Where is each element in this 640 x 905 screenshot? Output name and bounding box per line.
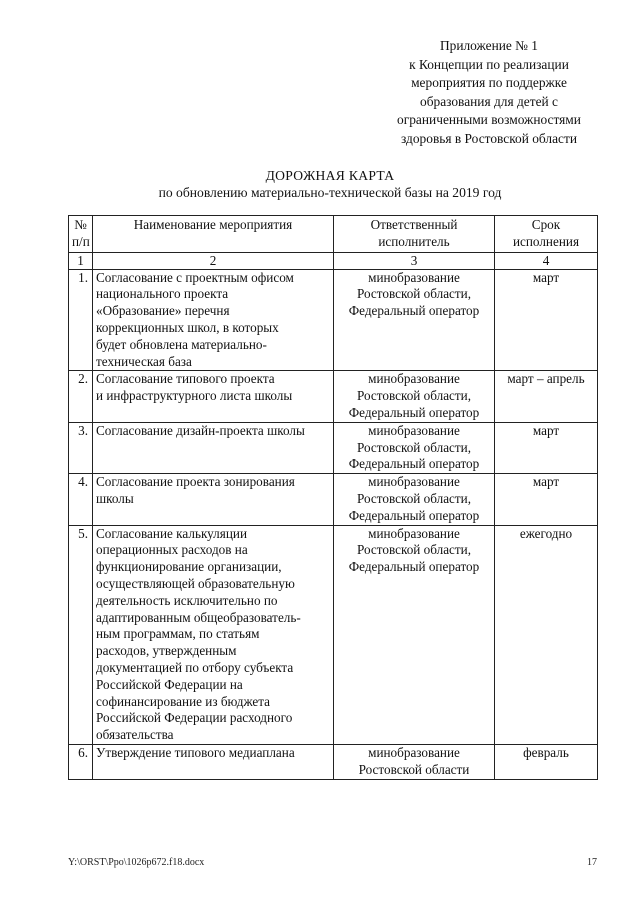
activity-name-line: адаптированным общеобразователь-	[96, 609, 301, 625]
roadmap-table-body	[69, 269, 598, 779]
activity-name-line: функционирование организации,	[96, 559, 282, 575]
activity-name	[93, 525, 334, 744]
appendix-line: ограниченными возможностями	[397, 112, 581, 128]
header-num: № п/п	[69, 216, 93, 253]
activity-name-line: ным программам, по статьям	[96, 626, 260, 642]
activity-name-line: Согласование типового проекта	[96, 371, 275, 387]
appendix-line: Приложение № 1	[439, 38, 539, 53]
responsible-party	[334, 371, 495, 422]
deadline: март	[495, 422, 598, 473]
activity-name-line: Согласование с проектным офисом	[96, 269, 294, 285]
activity-name	[93, 474, 334, 525]
activity-name-line: Российской Федерации расходного	[96, 710, 293, 726]
activity-name-line: операционных расходов на	[96, 542, 248, 558]
activity-name	[93, 269, 334, 371]
activity-name-line: коррекционных школ, в которых	[96, 319, 279, 335]
table-row	[69, 474, 598, 525]
activity-name-line: национального проекта	[96, 286, 229, 302]
responsible-party	[334, 422, 495, 473]
responsible-party	[334, 744, 495, 779]
roadmap-table	[68, 215, 598, 780]
table-row	[69, 269, 598, 371]
responsible-party-line: минобразование	[368, 474, 460, 490]
responsible-party	[334, 474, 495, 525]
responsible-party-line: минобразование	[368, 525, 460, 541]
activity-name-line: софинансирование из бюджета	[96, 693, 271, 709]
column-number: 4	[495, 252, 598, 269]
responsible-party-line: Ростовской области,	[356, 490, 472, 506]
activity-name-line: осуществляющей образовательную	[96, 575, 295, 591]
title-main: ДОРОЖНАЯ КАРТА	[265, 168, 395, 183]
activity-name	[93, 744, 334, 779]
appendix-line: здоровья в Ростовской области	[401, 130, 577, 146]
activity-name-line: Согласование проекта зонирования	[96, 474, 295, 490]
table-row	[69, 422, 598, 473]
responsible-party-line: минобразование	[368, 422, 460, 438]
table-row	[69, 525, 598, 744]
activity-name-line: расходов, утвержденным	[96, 643, 237, 659]
row-number: 1.	[69, 269, 93, 371]
appendix-line: образования для детей с	[420, 93, 558, 109]
activity-name-line: Согласование дизайн-проекта школы	[96, 422, 305, 438]
column-number: 2	[93, 252, 334, 269]
title-subtitle: по обновлению материально-технической базы на 2019 год	[158, 185, 502, 200]
activity-name-line: Российской Федерации на	[96, 676, 243, 692]
deadline: март	[495, 474, 598, 525]
table-row	[69, 371, 598, 422]
activity-name	[93, 422, 334, 473]
activity-name-line: деятельность исключительно по	[96, 592, 278, 608]
responsible-party-line: Ростовской области,	[356, 542, 472, 558]
column-numbers-row	[69, 252, 598, 269]
appendix-note	[368, 37, 610, 149]
responsible-party-line: Федеральный оператор	[348, 559, 480, 575]
row-number: 5.	[69, 525, 93, 744]
activity-name	[93, 371, 334, 422]
row-number: 2.	[69, 371, 93, 422]
responsible-party-line: Ростовской области,	[356, 388, 472, 404]
document-title	[40, 167, 620, 201]
deadline: февраль	[495, 744, 598, 779]
responsible-party-line: минобразование	[368, 269, 460, 285]
responsible-party	[334, 269, 495, 371]
page-number: 17	[587, 857, 597, 868]
appendix-line: к Концепции по реализации	[409, 56, 569, 72]
responsible-party-line: минобразование	[368, 371, 460, 387]
table-row	[69, 744, 598, 779]
deadline: март – апрель	[495, 371, 598, 422]
activity-name-line: и инфраструктурного листа школы	[96, 388, 293, 404]
header-name: Наименование мероприятия	[93, 216, 334, 253]
row-number: 6.	[69, 744, 93, 779]
activity-name-line: Согласование калькуляции	[96, 525, 248, 541]
responsible-party-line: Ростовской области	[358, 761, 470, 777]
responsible-party-line: Ростовской области,	[356, 286, 472, 302]
activity-name-line: документацией по отбору субъекта	[96, 659, 294, 675]
appendix-line: мероприятия по поддержке	[411, 75, 567, 91]
column-number: 1	[69, 252, 93, 269]
responsible-party-line: Федеральный оператор	[348, 404, 480, 420]
column-number: 3	[334, 252, 495, 269]
responsible-party-line: Ростовской области,	[356, 439, 472, 455]
responsible-party	[334, 525, 495, 744]
table-header-row	[69, 216, 598, 253]
activity-name-line: будет обновлена материально-	[96, 336, 267, 352]
header-deadline: Срок исполнения	[495, 216, 598, 253]
footer-file-path: Y:\ORST\Ppo\1026p672.f18.docx	[68, 857, 205, 868]
activity-name-line: Утверждение типового медиаплана	[96, 744, 295, 760]
activity-name-line: обязательства	[96, 727, 174, 743]
row-number: 4.	[69, 474, 93, 525]
row-number: 3.	[69, 422, 93, 473]
activity-name-line: «Образование» перечня	[96, 303, 230, 319]
deadline: ежегодно	[495, 525, 598, 744]
activity-name-line: школы	[96, 490, 134, 506]
deadline: март	[495, 269, 598, 371]
responsible-party-line: Федеральный оператор	[348, 456, 480, 472]
responsible-party-line: Федеральный оператор	[348, 507, 480, 523]
activity-name-line: техническая база	[96, 353, 192, 369]
header-responsible: Ответственный исполнитель	[334, 216, 495, 253]
responsible-party-line: Федеральный оператор	[348, 303, 480, 319]
responsible-party-line: минобразование	[368, 744, 460, 760]
